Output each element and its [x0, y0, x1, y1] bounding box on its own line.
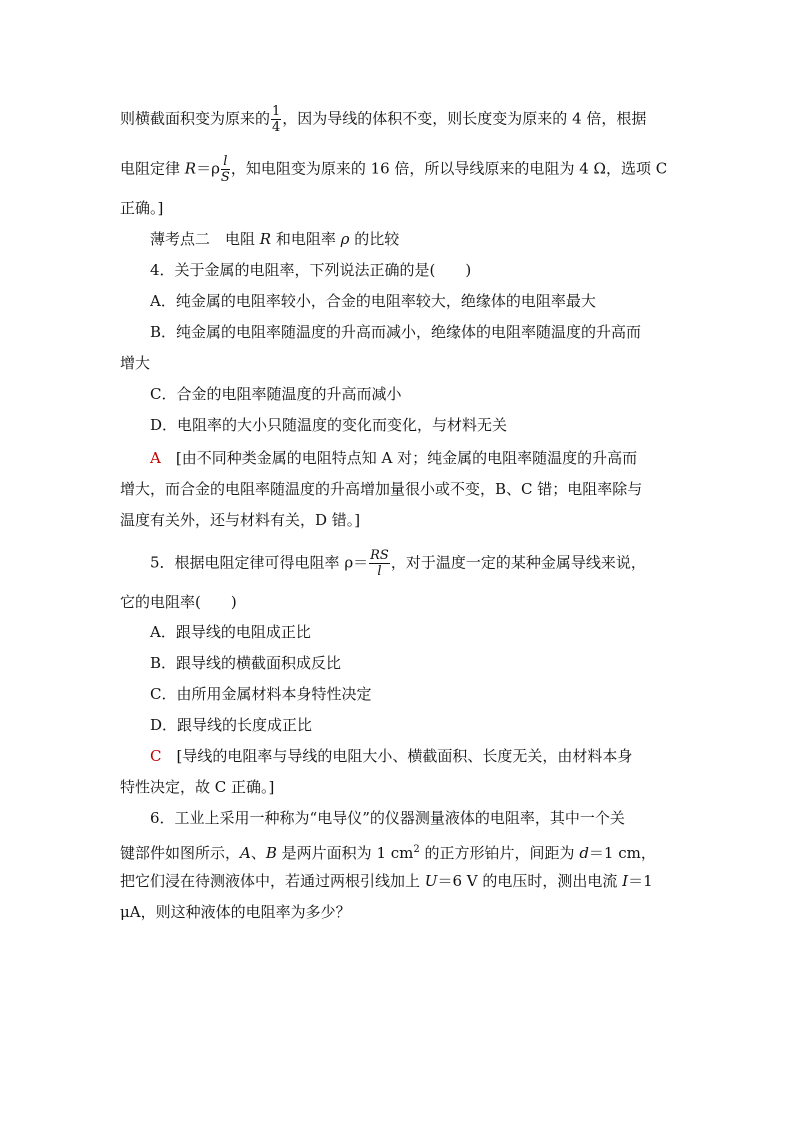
q4-option-a: A．纯金属的电阻率较小，合金的电阻率较大，绝缘体的电阻率最大 — [150, 292, 596, 310]
prev-expl-line-3: 正确。] — [120, 199, 164, 217]
q4-option-c: C．合金的电阻率随温度的升高而减小 — [150, 385, 402, 403]
q5-option-b: B．跟导线的横截面积成反比 — [150, 654, 342, 672]
fraction-rs-over-l: $\frac{RS}{l}$ — [370, 548, 389, 579]
q4-option-b: B．纯金属的电阻率随温度的升高而减小，绝缘体的电阻率随温度的升高而 — [150, 323, 642, 341]
prev-expl-line-2: 电阻定律 R＝ρ $\frac{l}{S}$ ，知电阻变为原来的 16 倍，所以导线原来的电阻为 4 Ω，选项 C — [120, 154, 668, 185]
q5-answer-line-1: C [导线的电阻率与导线的电阻大小、横截面积、长度无关，由材料本身 — [150, 747, 633, 765]
q5-stem: 5．根据电阻定律可得电阻率 ρ＝ $\frac{RS}{l}$ ，对于温度一定的某种金属导线来说， — [150, 548, 646, 579]
q4-option-d: D．电阻率的大小只随温度的变化而变化，与材料无关 — [150, 416, 508, 434]
q4-answer-line-2: 增大，而合金的电阻率随温度的升高增加量很小或不变，B、C 错；电阻率除与 — [120, 480, 643, 498]
q5-answer: C — [150, 747, 162, 765]
q6-line-2: 键部件如图所示，A、B 是两片面积为 1 $cm^2$ 的正方形铂片，间距为 d＝1 cm， — [120, 844, 656, 862]
q4-option-b-cont: 增大 — [120, 354, 151, 372]
fraction-one-quarter: $\frac{1}{4}$ — [272, 104, 281, 135]
q5-option-c: C．由所用金属材料本身特性决定 — [150, 685, 372, 703]
prev-expl-line-1: 则横截面积变为原来的 $\frac{1}{4}$ ，因为导线的体积不变，则长度变为原来的 4 倍，根据 — [120, 104, 647, 135]
q6-line-4: μA，则这种液体的电阻率为多少？ — [120, 903, 351, 921]
q4-answer: A — [150, 449, 161, 467]
q6-line-3: 把它们浸在待测液体中，若通过两根引线加上 U＝6 V 的电压时，测出电流 I＝1 — [120, 872, 653, 890]
fraction-l-over-s: $\frac{l}{S}$ — [220, 154, 230, 185]
q6-line-1: 6．工业上采用一种称为“电导仪”的仪器测量液体的电阻率，其中一个关 — [150, 809, 625, 827]
q5-option-d: D．跟导线的长度成正比 — [150, 716, 313, 734]
q4-stem: 4．关于金属的电阻率，下列说法正确的是( ) — [150, 261, 472, 279]
q5-stem-cont: 它的电阻率( ) — [120, 593, 237, 611]
section-heading: ⁠薄考点二 电阻 R 和电阻率 ρ 的比较 — [150, 230, 400, 248]
q5-option-a: A．跟导线的电阻成正比 — [150, 623, 311, 641]
q5-answer-line-2: 特性决定，故 C 正确。] — [120, 778, 275, 796]
q4-answer-line-3: 温度有关外，还与材料有关，D 错。] — [120, 511, 361, 529]
q4-answer-line-1: A [由不同种类金属的电阻特点知 A 对；纯金属的电阻率随温度的升高而 — [150, 449, 638, 467]
